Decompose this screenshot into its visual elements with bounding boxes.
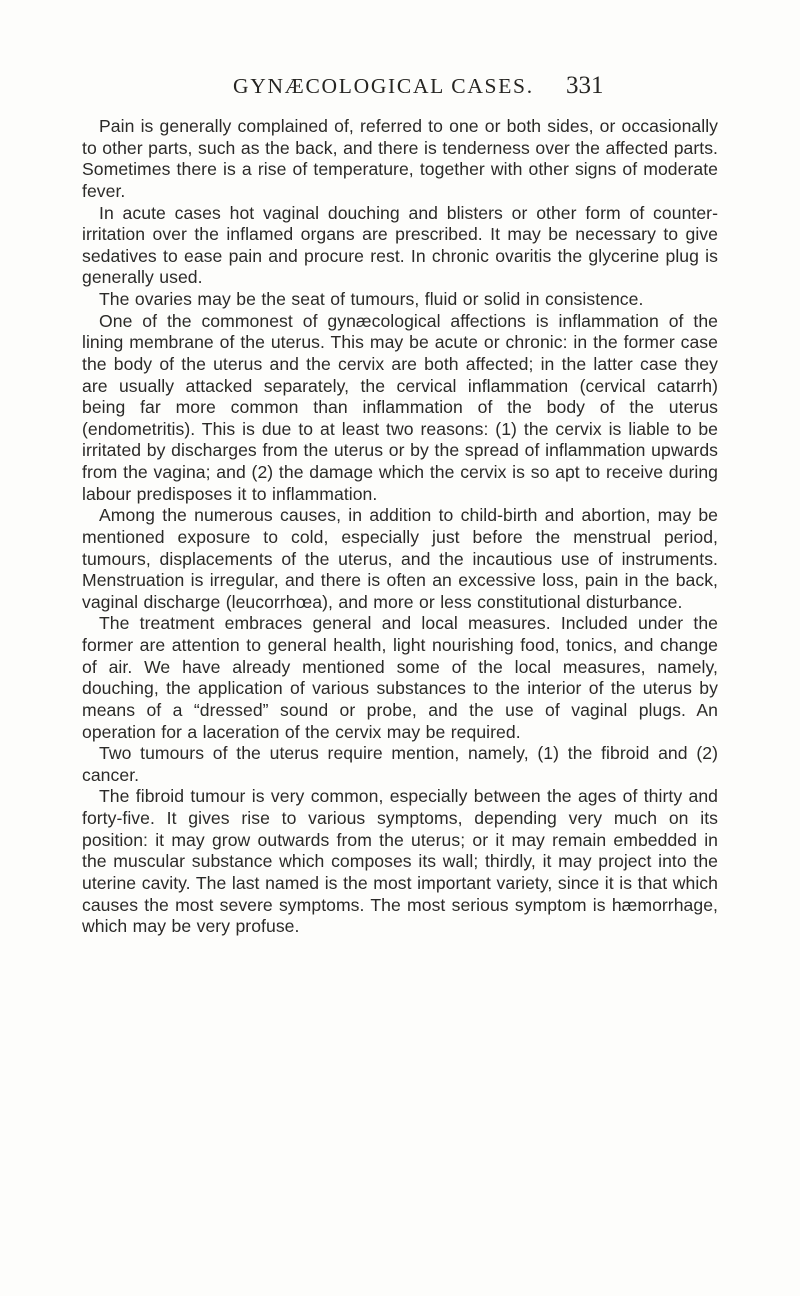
paragraph: The ovaries may be the seat of tumours, fluid or solid in consistence. bbox=[99, 289, 644, 309]
body-text bbox=[82, 116, 718, 938]
paragraph: The treatment embraces general and local measures. Included under the former are attention to general health, light nourishing food, tonics, and change of air. We have already mentioned some of the local measures, namely, douching, the application of various substances to the interior of the uterus by means of a “dressed” sound or probe, and the use of vaginal plugs. An operation for a laceration of the cervix may be required. bbox=[82, 613, 718, 742]
running-head: GYNÆCOLOGICAL CASES. bbox=[233, 74, 534, 98]
paragraph: The fibroid tumour is very common, especially between the ages of thirty and forty-five. It gives rise to various symptoms, depending very much on its position: it may grow outwards from the uterus; or it may remain embedded in the muscular substance which composes its wall; thirdly, it may project into the uterine cavity. The last named is the most important variety, since it is that which causes the most severe symptoms. The most serious symptom is hæmorrhage, which may be very profuse. bbox=[82, 786, 718, 937]
paragraph: One of the commonest of gynæcological affections is inflammation of the lining membrane of the uterus. This may be acute or chronic: in the former case the body of the uterus and the cervix are both affected; in the latter case they are usually attacked separately, the cervical inflammation (cervical catarrh) being far more common than inflammation of the body of the uterus (endometritis). This is due to at least two reasons: (1) the cervix is liable to be irritated by discharges from the uterus or by the spread of inflammation upwards from the vagina; and (2) the damage which the cervix is so apt to receive during labour predisposes it to inflammation. bbox=[82, 310, 718, 504]
paragraph: Pain is generally complained of, referred to one or both sides, or occasionally to other parts, such as the back, and there is tenderness over the affected parts. Sometimes there is a rise of temperature, together with other signs of moderate fever. bbox=[82, 116, 718, 201]
paragraph: Among the numerous causes, in addition to child-birth and abortion, may be mentioned exposure to cold, especially just before the menstrual period, tumours, displacements of the uterus, and the incautious use of instruments. Menstruation is irregular, and there is often an excessive loss, pain in the back, vaginal discharge (leucorrhœa), and more or less constitutional disturbance. bbox=[82, 505, 718, 612]
paragraph: In acute cases hot vaginal douching and blisters or other form of counter-irritation over the inflamed organs are prescribed. It may be necessary to give sedatives to ease pain and procure rest. In chronic ovaritis the glycerine plug is generally used. bbox=[82, 202, 718, 288]
paragraph: Two tumours of the uterus require mention, namely, (1) the fibroid and (2) cancer. bbox=[82, 743, 718, 785]
page-number: 331 bbox=[566, 72, 604, 99]
